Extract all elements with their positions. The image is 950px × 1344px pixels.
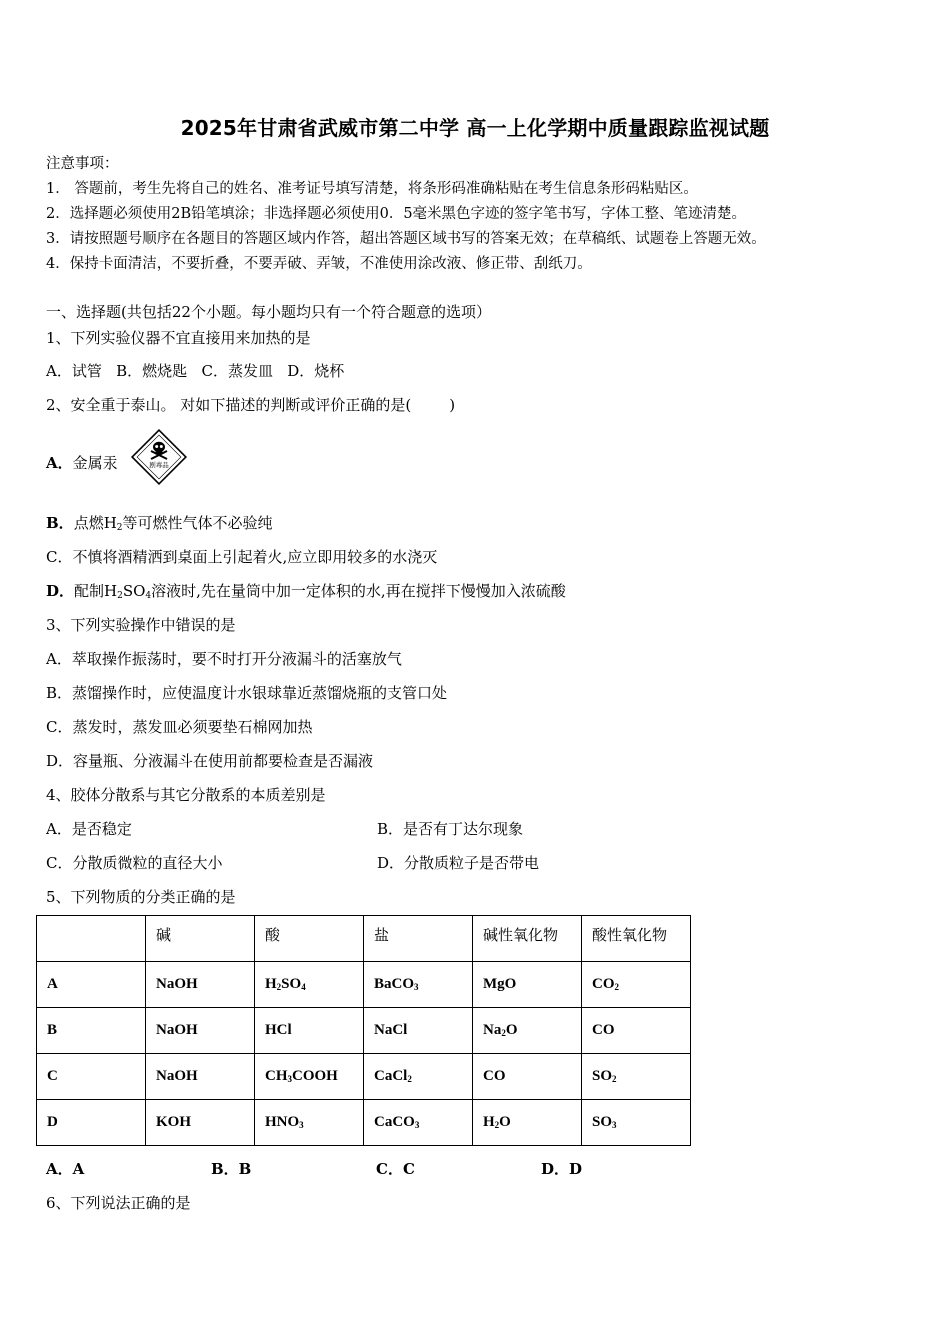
note-item-3: 3．请按照题号顺序在各题目的答题区域内作答，超出答题区域书写的答案无效；在草稿纸、试题卷上答题无效。 xyxy=(46,231,766,247)
option-label: B． xyxy=(46,514,74,532)
table-cell: $CH_3COOH$ xyxy=(255,1054,364,1100)
question-2-option-b xyxy=(46,512,273,533)
row-label: B xyxy=(37,1008,146,1054)
table-row xyxy=(37,1100,691,1146)
table-cell: CaCO$_3$ xyxy=(364,1100,473,1146)
question-2-option-c: C．不慎将酒精洒到桌面上引起着火,应立即用较多的水浇灭 xyxy=(46,548,438,566)
question-3-option-d: D．容量瓶、分液漏斗在使用前都要检查是否漏液 xyxy=(46,752,374,770)
question-3-option-c: C．蒸发时，蒸发皿必须要垫石棉网加热 xyxy=(46,718,313,736)
table-header-row xyxy=(37,916,691,962)
toxic-warning-sign-icon xyxy=(128,426,190,488)
table-cell: NaCl xyxy=(364,1008,473,1054)
question-4-option-c: C．分散质微粒的直径大小 xyxy=(46,854,223,872)
question-1-options: A．试管 B．燃烧匙 C．蒸发皿 D．烧杯 xyxy=(46,362,345,380)
table-row xyxy=(37,1008,691,1054)
subscript: 4 xyxy=(145,591,152,601)
question-6-stem: 6、下列说法正确的是 xyxy=(46,1194,191,1212)
question-1-stem: 1、下列实验仪器不宜直接用来加热的是 xyxy=(46,329,311,347)
question-4-option-a: A．是否稳定 xyxy=(46,820,132,838)
question-3-stem: 3、下列实验操作中错误的是 xyxy=(46,616,236,634)
subscript: 2 xyxy=(117,591,123,601)
table-cell: NaOH xyxy=(146,962,255,1008)
table-cell: CO xyxy=(473,1054,582,1100)
table-cell: NaOH xyxy=(146,1008,255,1054)
table-cell: $SO_2$ xyxy=(582,1054,691,1100)
question-2-stem: 2、安全重于泰山。 对如下描述的判断或评价正确的是( ) xyxy=(46,396,456,414)
row-label: D xyxy=(37,1100,146,1146)
question-5-option-d: D．D xyxy=(541,1160,583,1178)
header-cell: 碱 xyxy=(146,916,255,962)
question-5-option-a: A．A xyxy=(46,1160,85,1178)
note-item-2: 2．选择题必须使用2B铅笔填涂；非选择题必须使用0．5毫米黑色字迹的签字笔书写，字体工整、笔迹清楚。 xyxy=(46,206,747,222)
table-cell: CO xyxy=(582,1008,691,1054)
row-label: C xyxy=(37,1054,146,1100)
question-5-option-b: B．B xyxy=(211,1160,252,1178)
option-label: A． xyxy=(46,454,73,472)
table-cell: BaCO$_3$ xyxy=(364,962,473,1008)
header-cell xyxy=(37,916,146,962)
table-cell: CaCl$_2$ xyxy=(364,1054,473,1100)
question-5-stem: 5、下列物质的分类正确的是 xyxy=(46,888,236,906)
table-cell: NaOH xyxy=(146,1054,255,1100)
table-cell: $CO_2$ xyxy=(582,962,691,1008)
table-cell: $H_2SO_4$ xyxy=(255,962,364,1008)
classification-table xyxy=(36,915,691,1146)
question-2-option-a xyxy=(46,452,118,473)
note-item-1: 1． 答题前，考生先将自己的姓名、准考证号填写清楚，将条形码准确粘贴在考生信息条形码粘贴区。 xyxy=(46,181,698,197)
subscript: 2 xyxy=(116,523,123,533)
question-3-option-b: B．蒸馏操作时，应使温度计水银球靠近蒸馏烧瓶的支管口处 xyxy=(46,684,448,702)
option-text: SO xyxy=(122,582,146,600)
table-cell: MgO xyxy=(473,962,582,1008)
note-item-4: 4．保持卡面清洁，不要折叠，不要弄破、弄皱，不准使用涂改液、修正带、刮纸刀。 xyxy=(46,256,592,272)
option-text: 点燃H xyxy=(73,514,117,532)
table-row xyxy=(37,962,691,1008)
option-label: D． xyxy=(46,582,75,600)
header-cell: 盐 xyxy=(364,916,473,962)
question-4-stem: 4、胶体分散系与其它分散系的本质差别是 xyxy=(46,786,326,804)
section-heading: 一、选择题(共包括22个小题。每小题均只有一个符合题意的选项） xyxy=(46,303,491,321)
option-text: 金属汞 xyxy=(72,454,118,472)
option-text: 等可燃性气体不必验纯 xyxy=(122,514,273,532)
notes-heading: 注意事项： xyxy=(46,156,119,172)
question-4-option-b: B．是否有丁达尔现象 xyxy=(377,820,524,838)
question-3-option-a: A．萃取操作振荡时，要不时打开分液漏斗的活塞放气 xyxy=(46,650,402,668)
table-row xyxy=(37,1054,691,1100)
table-cell: HCl xyxy=(255,1008,364,1054)
table-cell: $H_2O$ xyxy=(473,1100,582,1146)
header-cell: 碱性氧化物 xyxy=(473,916,582,962)
table-cell: $HNO_3$ xyxy=(255,1100,364,1146)
header-cell: 酸性氧化物 xyxy=(582,916,691,962)
sign-label: 剧毒品 xyxy=(149,461,169,469)
row-label: A xyxy=(37,962,146,1008)
option-text: 配制H xyxy=(74,582,118,600)
question-4-option-d: D．分散质粒子是否带电 xyxy=(377,854,540,872)
option-text: 溶液时,先在量筒中加一定体积的水,再在搅拌下慢慢加入浓硫酸 xyxy=(151,582,566,600)
table-cell: KOH xyxy=(146,1100,255,1146)
question-2-option-d xyxy=(46,580,566,601)
page-title: 2025年甘肃省武威市第二中学 高一上化学期中质量跟踪监视试题 xyxy=(180,116,770,140)
table-cell: $Na_2O$ xyxy=(473,1008,582,1054)
table-cell: $SO_3$ xyxy=(582,1100,691,1146)
question-5-option-c: C．C xyxy=(376,1160,415,1178)
header-cell: 酸 xyxy=(255,916,364,962)
